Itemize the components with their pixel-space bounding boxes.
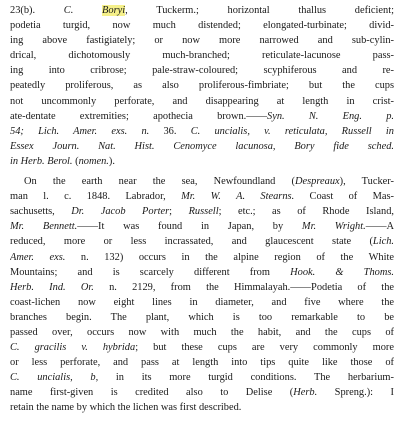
text-line [10, 325, 394, 340]
text-line [10, 400, 394, 415]
italic-text-run: Hook. & Thoms. [290, 266, 394, 278]
text-run: ), Tucker- [339, 176, 394, 188]
text-line [10, 174, 394, 189]
text-run: name first-given is credited also to Delise ( [10, 387, 294, 399]
text-run: man l. c. 1848. Labrador, [10, 191, 182, 203]
text-line [10, 280, 394, 295]
text-line [10, 310, 394, 325]
text-line [10, 139, 394, 154]
text-line [10, 219, 394, 234]
italic-text-run: Herb. Ind. Or. [10, 281, 94, 293]
text-line [10, 355, 394, 370]
text-run [154, 141, 173, 152]
text-line [10, 154, 394, 169]
text-line [10, 48, 394, 63]
text-line [10, 370, 394, 385]
text-line [10, 63, 394, 78]
italic-text-run: Mr. W. A. Stearns. [181, 191, 295, 203]
text-run: ). [108, 155, 115, 167]
text-run: coast-lichen now eight lines in diameter, and five where the [10, 296, 394, 308]
text-run: in its more turgid conditions. The herbarium- [98, 372, 394, 384]
text-run: drical, dichotomously much-branched; reticulate-lacunose pass- [10, 50, 394, 62]
text-run: ( [72, 155, 79, 167]
italic-text-run: 54; [10, 125, 39, 137]
text-run: branches begin. The plant, which is too remarkable to be [10, 311, 394, 323]
text-line [10, 204, 394, 219]
highlighted-species-name: Boryi [102, 5, 126, 16]
text-run: ; etc.; as of Rhode Island, [218, 206, 394, 218]
italic-text-run: Essex Journ. Nat. Hist. [10, 140, 155, 152]
text-line [10, 189, 394, 204]
text-line [10, 94, 394, 109]
text-run: ate-dentate extremities; apothecia brown.—— [10, 110, 268, 122]
italic-text-run: Mr. Bennett. [10, 221, 78, 233]
text-run: n. 132) occurs in the alpine region of the White [65, 251, 394, 263]
text-line [10, 33, 394, 48]
text-run: Coast of Mas- [294, 191, 394, 203]
text-run: ing into cribrose; pale-straw-coloured; scyphiferous and re- [10, 65, 394, 77]
text-run: podetia turgid, now much distended; elongated-turbinate; divid- [10, 20, 394, 32]
italic-text-run: nomen. [78, 155, 109, 167]
text-line [10, 250, 394, 265]
text-run: Spreng.): I [317, 387, 394, 399]
text-line [10, 295, 394, 310]
text-run: retain the name by which the lichen was first described. [10, 402, 242, 414]
text-line [10, 78, 394, 93]
text-run: 23(b). [10, 5, 64, 16]
text-run: ——It was found in Japan, by [77, 221, 302, 233]
italic-text-run: C. uncialis, v. reticulata, Russell in [190, 125, 394, 137]
italic-text-run: Dr. Jacob Porter [71, 206, 170, 218]
italic-text-run: Lich. [372, 236, 394, 248]
text-run: ing above fastigiately; or now more narrowed and sub-cylin- [10, 35, 394, 47]
text-run: On the earth near the sea, Newfoundland ( [24, 176, 295, 188]
text-line [10, 124, 394, 139]
text-run: ; but these cups are very commonly more [135, 342, 394, 354]
italic-text-run: Lich. Amer. exs. n. [38, 125, 150, 137]
italic-text-run: in Herb. Berol. [10, 155, 73, 167]
italic-text-run: Herb. [293, 387, 318, 399]
text-run: sachusetts, [10, 206, 72, 218]
text-line [10, 3, 394, 18]
text-line [10, 109, 394, 124]
text-run: peatedly proliferous, as also proliferous-fimbriate; but the cups [10, 80, 394, 92]
italic-text-run: C. [63, 5, 103, 16]
text-run: reduced, more or less incrassated, and glaucescent state ( [10, 236, 373, 248]
text-line [10, 18, 394, 33]
species-description-paragraph [10, 3, 394, 169]
italic-text-run: C. gracilis v. hybrida [10, 342, 136, 354]
text-run: passed over, occurs now with much the habit, and the cups of [10, 326, 394, 338]
italic-text-run: Syn. N. Eng. p. [267, 110, 394, 122]
text-line [10, 234, 394, 249]
italic-text-run: Despreaux [295, 176, 340, 188]
text-run: or less perforate, and pass at length into tips quite like those of [10, 357, 394, 369]
italic-text-run: Mr. Wright. [301, 221, 366, 233]
text-run: ——A [365, 221, 394, 233]
text-run: n. 2129, from the Himmalayah.——Podetia of the [93, 281, 394, 293]
italic-text-run: Russell [188, 206, 219, 218]
text-run: not uncommonly perforate, and disappearing at length in crist- [10, 95, 394, 107]
text-line [10, 385, 394, 400]
italic-text-run: C. uncialis, b, [10, 372, 99, 384]
text-run: Mountains; and is scarcely different from [10, 266, 291, 278]
text-line [10, 340, 394, 355]
text-run: ; [169, 206, 189, 218]
text-line [10, 265, 394, 280]
text-run: , Tuckerm.; horizontal thallus deficient; [125, 5, 394, 16]
italic-text-run: Cenomyce lacunosa, Bory fide sched. [173, 140, 394, 152]
habitat-distribution-paragraph [10, 174, 394, 416]
italic-text-run: Amer. exs. [10, 251, 66, 263]
text-run: 36. [149, 125, 191, 137]
